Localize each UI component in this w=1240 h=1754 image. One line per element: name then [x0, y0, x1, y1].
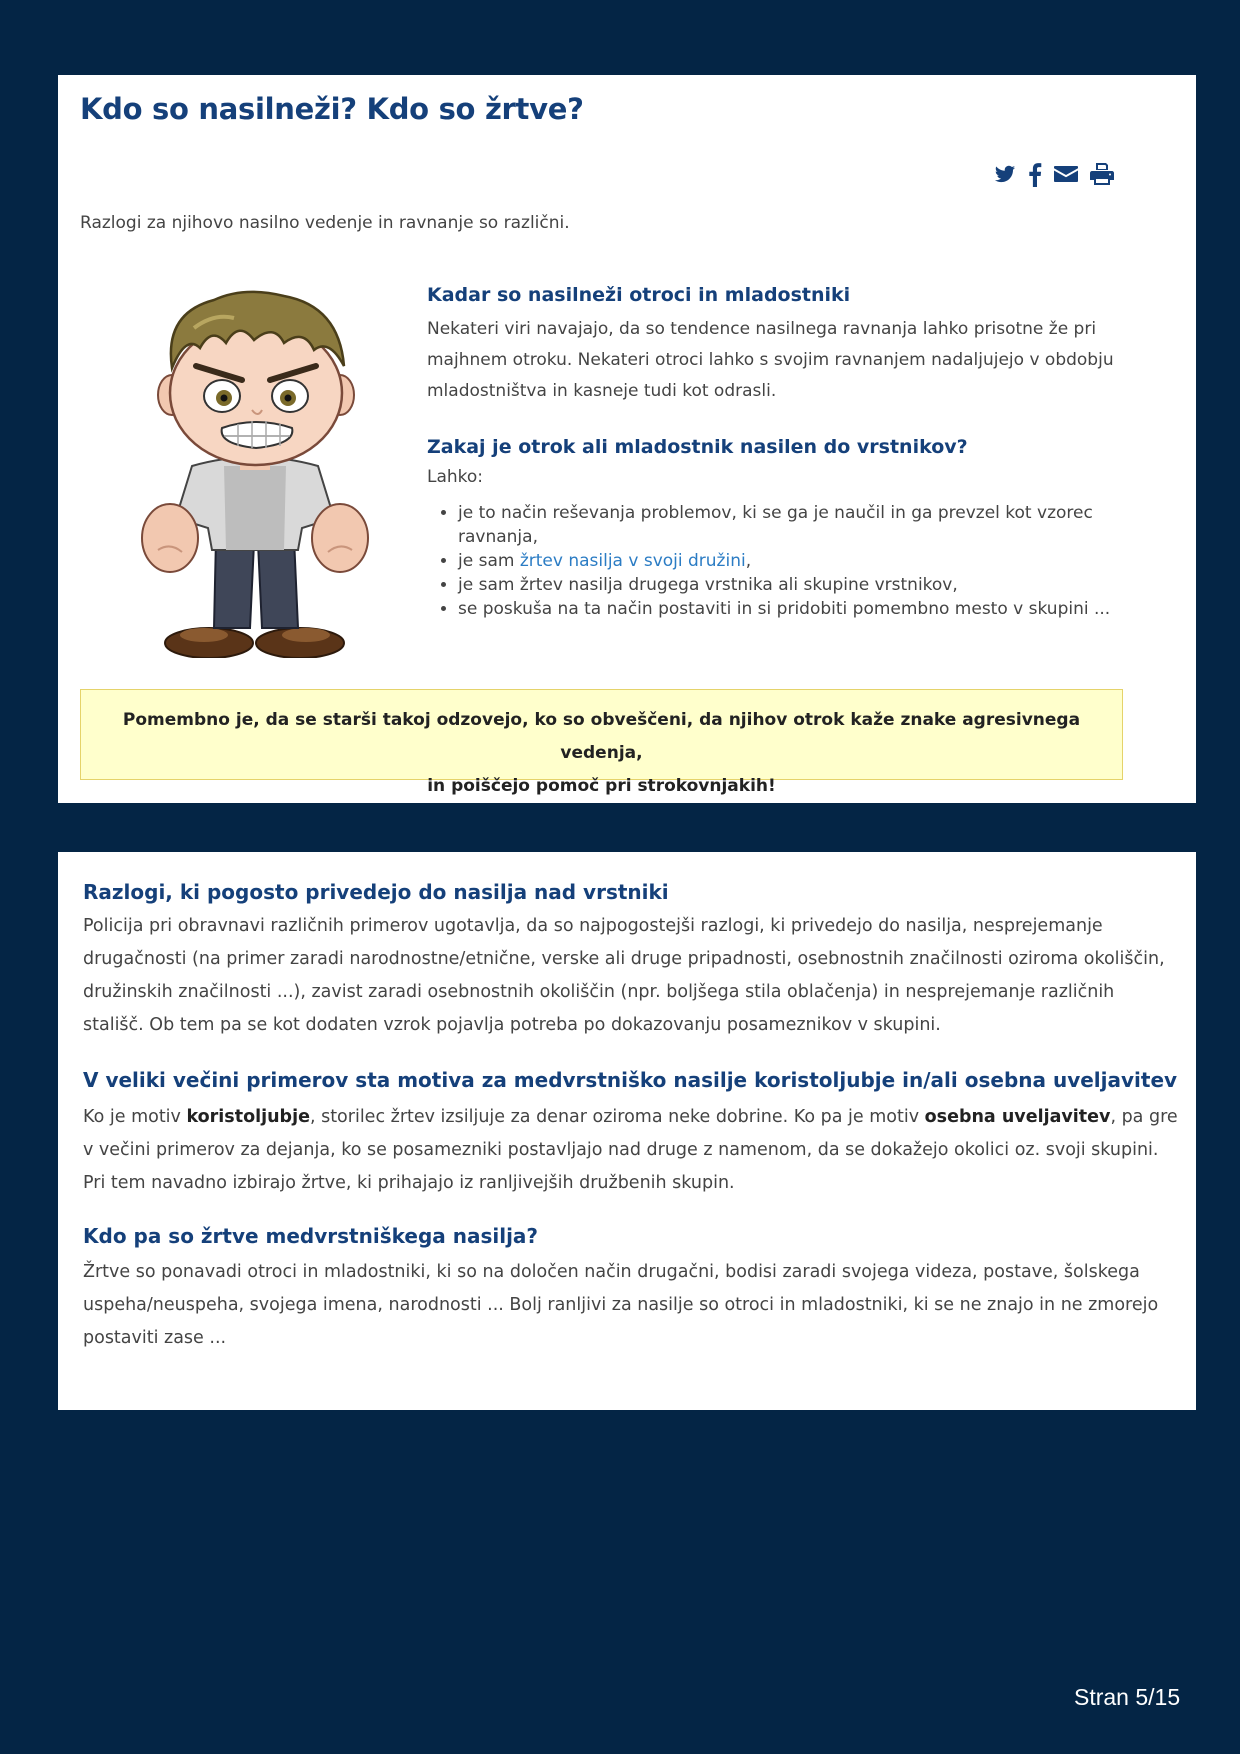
main-column: [427, 284, 1127, 621]
section-heading: Kdo pa so žrtve medvrstniškega nasilja?: [83, 1224, 539, 1248]
text-run: Ko je motiv: [83, 1107, 187, 1127]
page-number: Stran 5/15: [1074, 1684, 1181, 1710]
bold-term: osebna uveljavitev: [924, 1107, 1111, 1127]
angry-boy-illustration: [134, 288, 382, 658]
content-card: [58, 75, 1196, 803]
family-violence-link[interactable]: žrtev nasilja v svoji družini: [519, 551, 746, 571]
facebook-icon[interactable]: [1028, 163, 1042, 191]
section-text: [83, 1101, 1178, 1200]
section-heading: Razlogi, ki pogosto privedejo do nasilja nad vrstniki: [83, 880, 669, 904]
list-item: [458, 549, 1127, 573]
section-heading: Kadar so nasilneži otroci in mladostniki: [427, 284, 851, 306]
section-heading: Zakaj je otrok ali mladostnik nasilen do vrstnikov?: [427, 436, 968, 458]
list-item: • je sam žrtev nasilja drugega vrstnika ali skupine vrstnikov,: [458, 573, 1127, 597]
text-run: , storilec žrtev izsiljuje za denar oziroma neke dobrine. Ko pa je motiv: [309, 1107, 925, 1127]
list-item-text: ,: [745, 551, 752, 571]
list-item: • je to način reševanja problemov, ki se ga je naučil in ga prevzel kot vzorec ravnanja,: [458, 501, 1127, 549]
share-toolbar: [994, 163, 1114, 191]
list-item: • se poskuša na ta način postaviti in si pridobiti pomembno mesto v skupini ...: [458, 597, 1127, 621]
section-text: Nekateri viri navajajo, da so tendence nasilnega ravnanja lahko prisotne že pri majhnem otroku. Nekateri otroci lahko s svojim ravnanjem nadaljujejo v obdobju mladostništva in kasneje tudi kot odrasli.: [427, 319, 1114, 401]
content-card: [58, 852, 1196, 1410]
page-title: Kdo so nasilneži? Kdo so žrtve?: [80, 92, 584, 126]
envelope-icon[interactable]: [1054, 163, 1078, 191]
list-lead: Lahko:: [427, 467, 484, 487]
printer-icon[interactable]: [1090, 163, 1114, 191]
reasons-list: [427, 501, 1127, 621]
article-body: [83, 880, 1178, 1355]
section-heading: V veliki večini primerov sta motiva za medvrstniško nasilje koristoljubje in/ali osebna uveljavitev: [83, 1068, 1178, 1092]
twitter-icon[interactable]: [994, 163, 1016, 191]
intro-text: Razlogi za njihovo nasilno vedenje in ravnanje so različni.: [80, 213, 570, 233]
bold-term: koristoljubje: [186, 1107, 310, 1127]
list-item-text: je sam: [458, 551, 520, 571]
notice-line: Pomembno je, da se starši takoj odzovejo, ko so obveščeni, da njihov otrok kaže znake agresivnega vedenja,: [122, 710, 1081, 763]
notice-line: in poiščejo pomoč pri strokovnjakih!: [427, 776, 776, 796]
section-text: Žrtve so ponavadi otroci in mladostniki, ki so na določen način drugačni, bodisi zaradi svojega videza, postave, šolskega uspeha/neuspeha, svojega imena, narodnosti ... Bolj ranljivi za nasilje so otroci in mladostniki, ki se ne znajo in ne zmorejo postaviti zase ...: [83, 1262, 1159, 1348]
text-run: , pa gre v večini primerov za dejanja, ko se posamezniki postavljajo nad druge z namenom, da se dokažejo okolici oz. svoji skupini. Pri tem navadno izbirajo žrtve, ki prihajajo iz ranljivejših družbenih skupin.: [83, 1107, 1178, 1193]
section-text: Policija pri obravnavi različnih primerov ugotavlja, da so najpogostejši razlogi, ki privedejo do nasilja, nesprejemanje drugačnosti (na primer zaradi narodnostne/etnične, verske ali druge pripadnosti, osebnostnih značilnosti oziroma okoliščin, družinskih značilnosti ...), zavist zaradi osebnostnih okoliščin (npr. boljšega stila oblačenja) in nesprejemanje različnih stališč. Ob tem pa se kot dodaten vzrok pojavlja potreba po dokazovanju posameznikov v skupini.: [83, 916, 1165, 1035]
important-notice: [80, 689, 1123, 796]
